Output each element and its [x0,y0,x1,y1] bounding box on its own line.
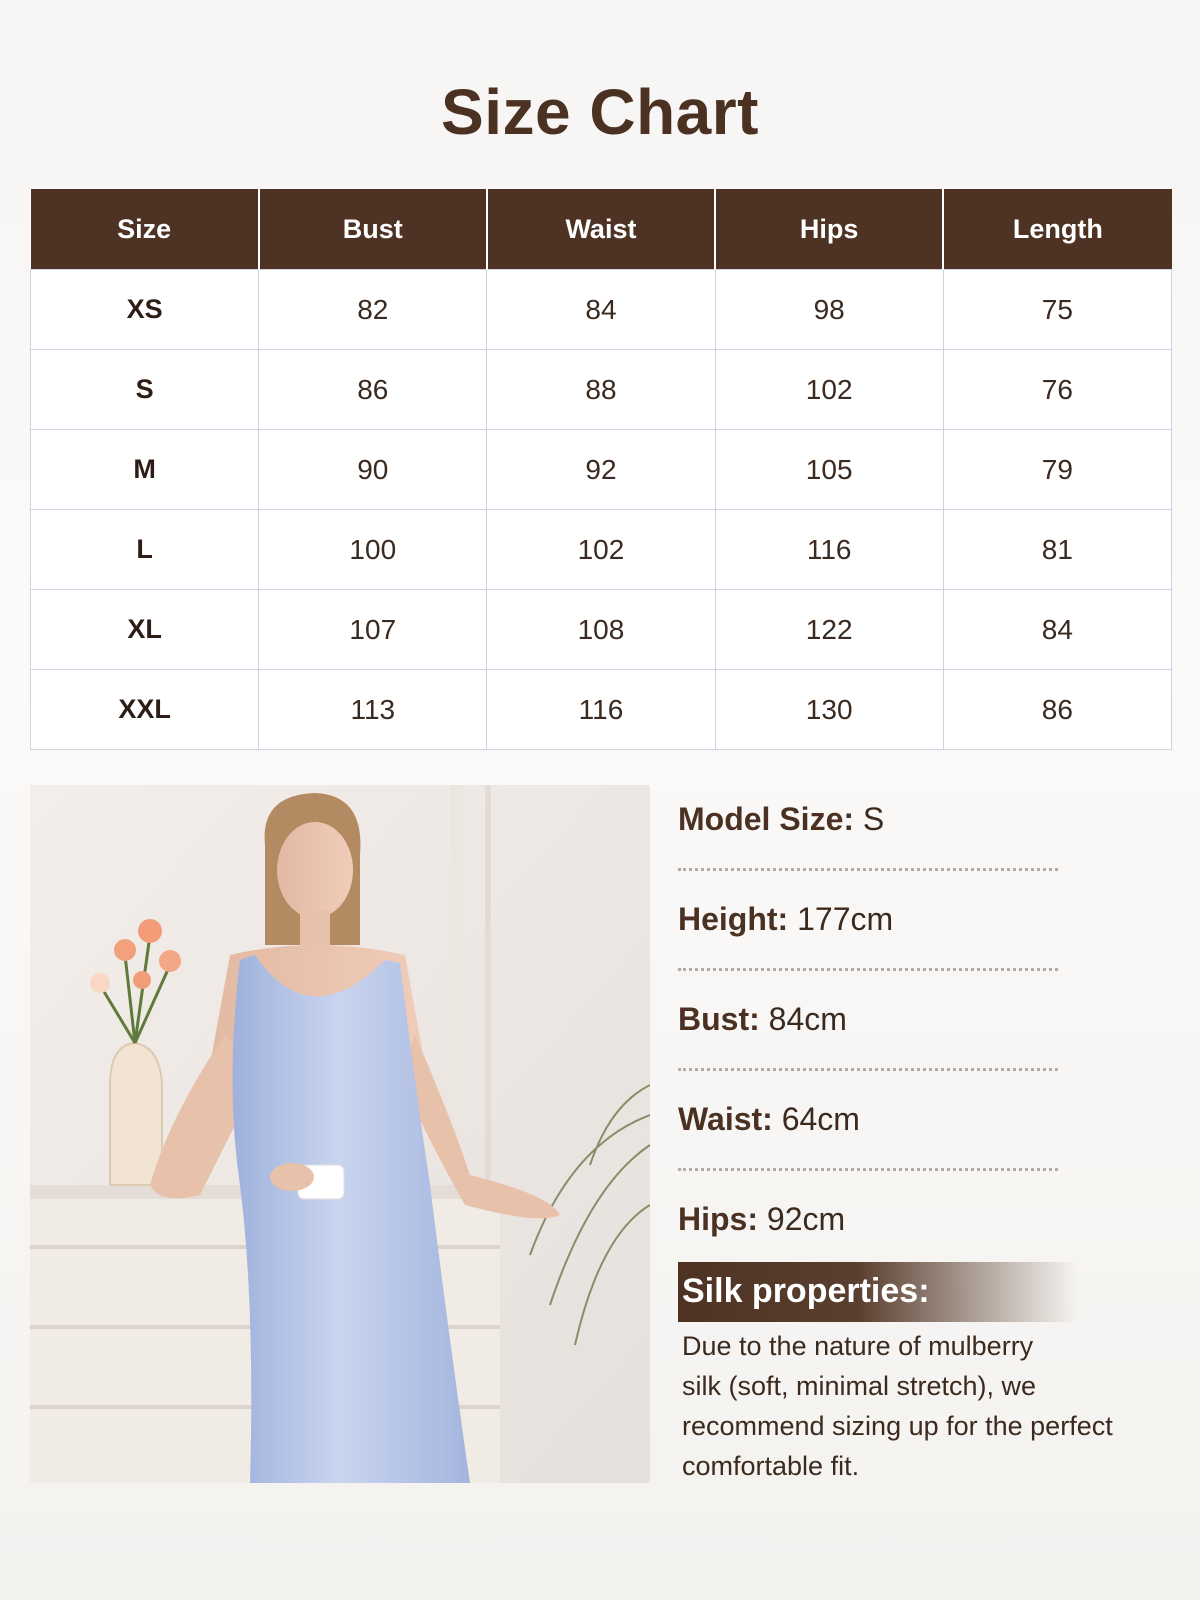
size-cell: L [31,510,259,590]
header-bust: Bust [259,189,487,270]
table-row [31,510,1172,590]
size-cell: M [31,430,259,510]
model-size-label: Model Size: [678,801,855,837]
hips-cell: 122 [715,590,943,670]
silk-text-line: recommend sizing up for the perfect [682,1411,1113,1441]
model-waist-row [678,1100,1078,1200]
waist-cell: 88 [487,350,715,430]
hips-cell: 130 [715,670,943,750]
length-cell: 84 [943,590,1171,670]
page-title: Size Chart [441,76,759,148]
model-size-value: S [862,801,885,837]
length-cell: 81 [943,510,1171,590]
waist-cell: 102 [487,510,715,590]
model-waist-label: Waist: [678,1101,773,1137]
model-hips-label: Hips: [678,1201,758,1237]
size-cell: S [31,350,259,430]
header-hips: Hips [715,189,943,270]
model-info [678,800,1078,1300]
bust-cell: 90 [259,430,487,510]
model-height-row [678,900,1078,1000]
waist-cell: 84 [487,270,715,350]
bust-cell: 86 [259,350,487,430]
hips-cell: 116 [715,510,943,590]
length-cell: 75 [943,270,1171,350]
model-bust-label: Bust: [678,1001,760,1037]
length-cell: 79 [943,430,1171,510]
silk-text-line: Due to the nature of mulberry [682,1331,1034,1361]
size-cell: XS [31,270,259,350]
length-cell: 86 [943,670,1171,750]
model-hips-value: 92cm [766,1201,846,1237]
header-length: Length [943,189,1171,270]
bust-cell: 82 [259,270,487,350]
bust-cell: 107 [259,590,487,670]
model-bust-row [678,1000,1078,1100]
model-size-row [678,800,1078,900]
dotted-divider [678,1168,1058,1171]
silk-properties-text [682,1326,1190,1486]
silk-text-line: comfortable fit. [682,1451,860,1481]
waist-cell: 92 [487,430,715,510]
header-waist: Waist [487,189,715,270]
silk-properties-title: Silk properties: [682,1272,930,1310]
size-cell: XL [31,590,259,670]
model-bust-value: 84cm [768,1001,847,1037]
bust-cell: 113 [259,670,487,750]
hips-cell: 102 [715,350,943,430]
length-cell: 76 [943,350,1171,430]
dotted-divider [678,1068,1058,1071]
bust-cell: 100 [259,510,487,590]
size-cell: XXL [31,670,259,750]
waist-cell: 116 [487,670,715,750]
table-row [31,430,1172,510]
table-header-row [31,189,1172,270]
table-row [31,270,1172,350]
header-size: Size [31,189,259,270]
model-waist-value: 64cm [781,1101,860,1137]
hips-cell: 98 [715,270,943,350]
table-row [31,350,1172,430]
model-height-label: Height: [678,901,789,937]
waist-cell: 108 [487,590,715,670]
silk-properties-header [678,1262,1078,1322]
model-photo [30,785,650,1483]
table-row [31,670,1172,750]
silk-text-line: silk (soft, minimal stretch), we [682,1371,1037,1401]
model-height-value: 177cm [797,901,894,937]
dotted-divider [678,968,1058,971]
dotted-divider [678,868,1058,871]
hips-cell: 105 [715,430,943,510]
size-chart-table [30,189,1172,750]
table-row [31,590,1172,670]
